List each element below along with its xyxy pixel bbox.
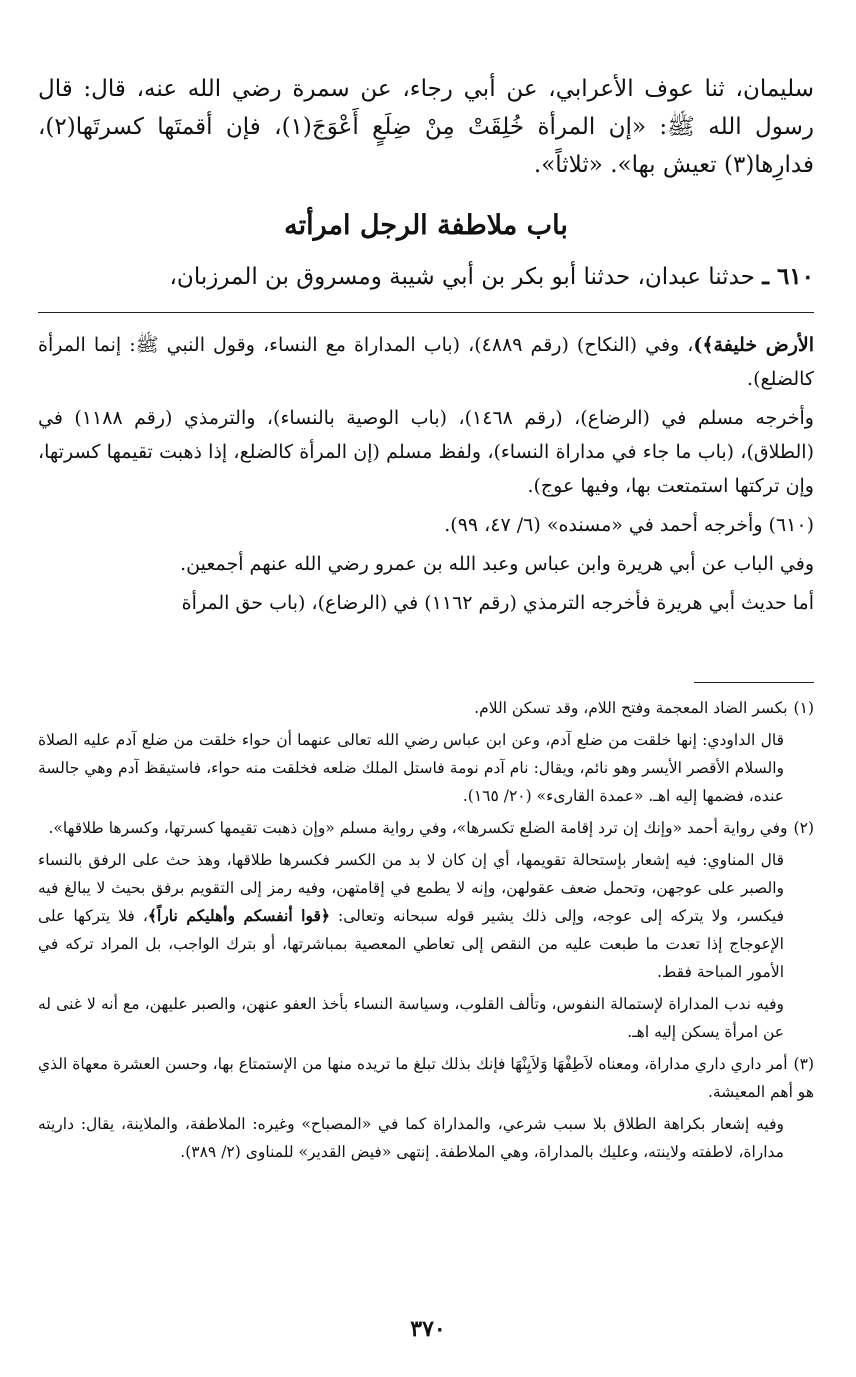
quran-reference: الأرض خليفة﴾)	[693, 334, 814, 356]
footnote-3	[38, 1050, 814, 1106]
footnote-text: قال المناوي: فيه إشعار بإستحالة تقويمها، أي إن كان لا بد من الكسر فكسرها طلاقها، وهذ حث على الرفق بالنساء والصبر على عوجهن، وتحمل ضعف عقولهن، وإنه لا يطمع في إقامتهن، وفيه رمز إلى التقويم برفق بحيث لا يبالغ فيه فيكسر، ولا يتركه إلى عوجه، وإلى ذلك يشير قوله سبحانه وتعالى:	[38, 851, 784, 925]
footnote-2-continuation	[38, 846, 814, 986]
footnotes-section	[38, 694, 814, 1170]
footnote-number: (٢)	[793, 819, 814, 837]
hadith-610	[38, 258, 814, 296]
takhrij-paragraph: أما حديث أبي هريرة فأخرجه الترمذي (رقم ١١٦٢) في (الرضاع)، (باب حق المرأة	[181, 592, 814, 614]
footnote-2	[38, 814, 814, 842]
takhrij-paragraph	[38, 328, 814, 396]
footnote-text: أمر داري داري مداراة، ومعناه لاَطِفْهَا وَلاَيِنْهَا فإنك بذلك تبلغ ما تريده منها من الإستمتاع بها، وحسن العشرة معهاة الذي هو أهم المعيشة.	[38, 1055, 814, 1101]
footnote-number: (١)	[793, 699, 814, 717]
takhrij-paragraph: وفي الباب عن أبي هريرة وابن عباس وعبد الله بن عمرو رضي الله عنهم أجمعين.	[180, 553, 814, 575]
footnote-1-continuation: قال الداودي: إنها خلقت من ضلع آدم، وعن ابن عباس رضي الله تعالى عنهما أن حواء خلقت من ضلع آدم عليه الصلاة والسلام الأقصر الأيسر وهو نائم، ويقال: نام آدم نومة فاستل الملك ضلعه فخلقت منه حواء، فاستيقظ آدم وهي جالسة عنده، فضمها إليه اهـ. «عمدة القارىء» (٢٠/ ١٦٥).	[38, 731, 784, 805]
main-text	[38, 70, 814, 184]
hadith-text-continuation: سليمان، ثنا عوف الأعرابي، عن أبي رجاء، عن سمرة رضي الله عنه، قال: قال رسول الله ﷺ: «إن المرأة خُلِقَتْ مِنْ ضِلَعٍ أَعْوَجَ(١)، فإن أقمتَها كسرتَها(٢)، فدارِها(٣) تعيش بها». «ثلاثاً».	[38, 76, 814, 178]
takhrij-section	[38, 328, 814, 625]
footnote-2-continuation: وفيه ندب المداراة لإستمالة النفوس، وتألف القلوب، وسياسة النساء بأخذ العفو عنهن، والصبر عليهن، مع أنه لا غنى له عن امرأة يسكن إليه اهـ.	[38, 995, 784, 1041]
page-number: ٣٧٠	[410, 1316, 446, 1342]
takhrij-paragraph: (٦١٠) وأخرجه أحمد في «مسنده» (٦/ ٤٧، ٩٩).	[444, 514, 814, 536]
hadith-isnad: حدثنا عبدان، حدثنا أبو بكر بن أبي شيبة ومسروق بن المرزبان،	[169, 264, 755, 290]
footnote-text: وفي رواية أحمد «وإنك إن ترد إقامة الضلع تكسرها»، وفي رواية مسلم «وإن ذهبت تقيمها كسرتها، وكسرها طلاقها».	[48, 819, 788, 837]
hadith-number: ٦١٠ ـ	[762, 263, 814, 290]
footnote-text: بكسر الضاد المعجمة وفتح اللام، وقد تسكن اللام.	[474, 699, 788, 717]
takhrij-text: ، وفي (النكاح) (رقم ٤٨٨٩)، (باب المداراة مع النساء، وقول النبي ﷺ: إنما المرأة كالضلع).	[38, 334, 814, 390]
takhrij-paragraph: وأخرجه مسلم في (الرضاع)، (رقم ١٤٦٨)، (باب الوصية بالنساء)، والترمذي (رقم ١١٨٨) في (الطلاق)، (باب ما جاء في مداراة النساء)، ولفظ مسلم (إن المرأة كالضلع، إذا ذهبت تقيمها كسرتها، وإن تركتها استمتعت بها، وفيها عوج).	[38, 407, 814, 497]
footnote-text: ، فلا يتركها على الإعوجاج إذا تعدت ما طبعت عليه من النقص إلى تعاطي المعصية بمباشرتها، أو بترك الواجب، بل المراد تركه في الأمور المباحة فقط.	[38, 907, 784, 981]
footnote-1	[38, 694, 814, 722]
footnote-3-continuation: وفيه إشعار بكراهة الطلاق بلا سبب شرعي، والمداراة كما في «المصباح» وغيره: الملاطفة، والملاينة، يقال: داريته مداراة، لاطفته ولاينته، وعليك بالمداراة، وهي الملاطفة. إنتهى «فيض القدير» للمناوى (٢/ ٣٨٩).	[38, 1115, 784, 1161]
footnote-number: (٣)	[793, 1055, 814, 1073]
footnote-divider	[694, 682, 814, 683]
main-divider	[38, 312, 814, 313]
chapter-heading: باب ملاطفة الرجل امرأته	[284, 210, 568, 241]
quran-quote: ﴿قوا أنفسكم وأهليكم ناراً﴾	[147, 906, 330, 925]
